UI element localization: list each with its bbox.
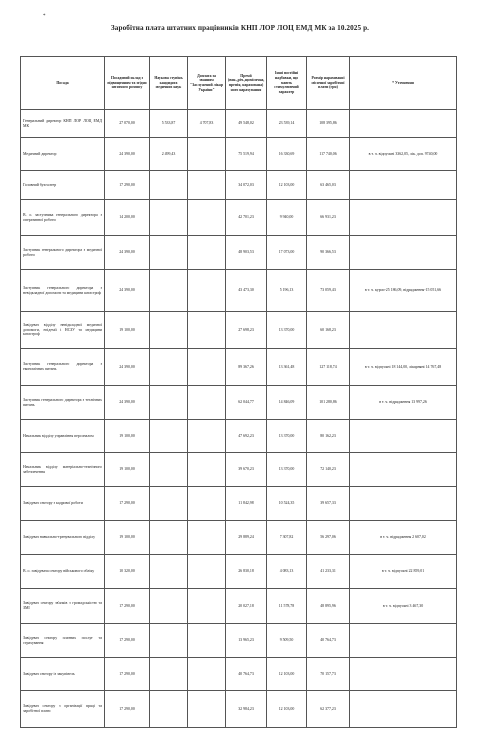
clarification-cell: в т. ч. курси-25 186,09, відрядження-15 051,66 [350,270,457,312]
header-honored-title: Доплата за званням "Заслужений лікар України" [188,57,226,110]
table-row [21,453,457,487]
clarification-cell [350,453,457,487]
document-title: Заробітна плата штатних працівників КНП ЛОР ЛОЦ ЕМД МК за 10.2025 р. [110,24,370,32]
other-allowances-cell: 9 940,00 [267,200,307,236]
other-allowances-cell: 12 103,00 [267,691,307,728]
bonuses-cell: 89 367,26 [226,349,267,386]
base-salary-cell: 24 390,00 [105,349,150,386]
other-allowances-cell: 13 370,00 [267,312,307,349]
clarification-cell: в т. ч. відпускні 3362,05, лік. доп. 9740,00 [350,138,457,171]
table-row [21,487,457,521]
position-cell: Завідувач сектору зв'язків з громадськістю та ЗМІ [21,589,105,624]
base-salary-cell: 24 390,00 [105,386,150,420]
position-cell: Завідувач сектору платних послуг та страхування [21,624,105,658]
table-row [21,236,457,270]
academic-degree-cell: 2 499,43 [150,138,188,171]
position-cell: В. о. завідувача сектору військового обліку [21,555,105,589]
other-allowances-cell: 5 196,13 [267,270,307,312]
total-salary-cell: 62 377,23 [307,691,350,728]
total-salary-cell: 101 280,86 [307,386,350,420]
academic-degree-cell [150,270,188,312]
header-base-salary: Посадовий оклад з підвищенням та згідно штатного розпису [105,57,150,110]
header-academic-degree: Наукова ступінь кандидата медичних наук [150,57,188,110]
bonuses-cell: 20 027,18 [226,589,267,624]
other-allowances-cell: 17 073,00 [267,236,307,270]
position-cell: Начальник відділу матеріально-технічного забезпечення [21,453,105,487]
bonuses-cell: 42 701,23 [226,200,267,236]
academic-degree-cell [150,555,188,589]
position-cell: Заступник генерального директора з невідкладної допомоги та медицини катастроф [21,270,105,312]
bonuses-cell: 49 548,02 [226,110,267,138]
other-allowances-cell: 13 370,00 [267,453,307,487]
clarification-cell: в т. ч. відпускні 18 144,00, лікарняні 14 767,48 [350,349,457,386]
base-salary-cell: 17 290,00 [105,624,150,658]
other-allowances-cell: 10 524,35 [267,487,307,521]
base-salary-cell: 17 290,00 [105,691,150,728]
honored-title-cell [188,589,226,624]
honored-title-cell [188,270,226,312]
other-allowances-cell: 11 578,78 [267,589,307,624]
position-cell: Завідувач навчально-тренувального відділу [21,521,105,555]
clarification-cell: в т. ч. відпускні 22 859,01 [350,555,457,589]
bonuses-cell: 26 830,18 [226,555,267,589]
honored-title-cell [188,521,226,555]
base-salary-cell: 17 290,00 [105,658,150,691]
other-allowances-cell: 13 370,00 [267,420,307,453]
bonuses-cell: 11 842,98 [226,487,267,521]
header-other-allowances: Інші постійні надбавки, що мають стимулюючий характер [267,57,307,110]
other-allowances-cell: 12 103,00 [267,658,307,691]
academic-degree-cell [150,691,188,728]
clarification-cell [350,312,457,349]
header-total-salary: Розмір нарахованої місячної заробітної плати (грн) [307,57,350,110]
other-allowances-cell: 9 509,50 [267,624,307,658]
base-salary-cell: 24 390,00 [105,270,150,312]
academic-degree-cell [150,236,188,270]
total-salary-cell: 56 297,06 [307,521,350,555]
table-header-row [21,57,457,110]
salary-table [20,56,457,728]
table-row [21,386,457,420]
honored-title-cell [188,420,226,453]
header-bonuses: Премії (вик.,річ.,щомісячна, премія, нарахована) ного нарахування [226,57,267,110]
base-salary-cell: 24 390,00 [105,138,150,171]
table-row [21,270,457,312]
total-salary-cell: 70 157,73 [307,658,350,691]
clarification-cell: в т. ч. відпускні 3 467,30 [350,589,457,624]
base-salary-cell: 17 290,00 [105,589,150,624]
base-salary-cell: 10 320,00 [105,555,150,589]
table-row [21,200,457,236]
honored-title-cell: 4 707,83 [188,110,226,138]
position-cell: Завідувач сектору з організації праці та заробітної плати [21,691,105,728]
position-cell: Заступник генерального директора з економічних питань [21,349,105,386]
clarification-cell [350,110,457,138]
other-allowances-cell: 12 103,00 [267,171,307,200]
other-allowances-cell: 13 361,48 [267,349,307,386]
position-cell: Головний бухгалтер [21,171,105,200]
position-cell: Завідувач сектору із закупівель [21,658,105,691]
honored-title-cell [188,200,226,236]
bonuses-cell: 27 698,23 [226,312,267,349]
position-cell: Завідувач відділу невідкладної медичної допомоги, епідемії і НСЗУ та медицини катастроф [21,312,105,349]
table-row [21,555,457,589]
base-salary-cell: 24 390,00 [105,236,150,270]
honored-title-cell [188,691,226,728]
total-salary-cell: 80 162,23 [307,420,350,453]
table-row [21,420,457,453]
total-salary-cell: 127 118,74 [307,349,350,386]
total-salary-cell: 41 233,31 [307,555,350,589]
base-salary-cell: 14 200,00 [105,200,150,236]
clarification-cell [350,487,457,521]
honored-title-cell [188,487,226,521]
honored-title-cell [188,624,226,658]
table-row [21,312,457,349]
total-salary-cell: 90 366,53 [307,236,350,270]
academic-degree-cell [150,386,188,420]
academic-degree-cell: 5 533,87 [150,110,188,138]
clarification-cell [350,624,457,658]
clarification-cell [350,658,457,691]
position-cell: Заступник генерального директора з медичної роботи [21,236,105,270]
honored-title-cell [188,555,226,589]
position-cell: Заступник генерального директора з технічних питань [21,386,105,420]
academic-degree-cell [150,200,188,236]
bonuses-cell: 47 692,23 [226,420,267,453]
footnote-star: * [43,14,46,19]
table-row [21,349,457,386]
academic-degree-cell [150,521,188,555]
other-allowances-cell: 14 846,09 [267,386,307,420]
academic-degree-cell [150,589,188,624]
honored-title-cell [188,312,226,349]
total-salary-cell: 72 140,23 [307,453,350,487]
other-allowances-cell: 4 083,13 [267,555,307,589]
honored-title-cell [188,138,226,171]
clarification-cell [350,200,457,236]
table-row [21,658,457,691]
other-allowances-cell: 7 307,82 [267,521,307,555]
clarification-cell [350,171,457,200]
table-row [21,691,457,728]
other-allowances-cell: 16 330,69 [267,138,307,171]
position-cell: Генеральний директор КНП ЛОР ЛОЦ ЕМД МК [21,110,105,138]
bonuses-cell: 32 984,23 [226,691,267,728]
header-clarification: * Уточнення [350,57,457,110]
position-cell: В. о. заступника генерального директора з оперативної роботи [21,200,105,236]
position-cell: Начальник відділу управління персоналом [21,420,105,453]
position-cell: Медичний директор [21,138,105,171]
table-row [21,171,457,200]
bonuses-cell: 13 965,23 [226,624,267,658]
base-salary-cell: 19 100,00 [105,453,150,487]
bonuses-cell: 43 473,30 [226,270,267,312]
honored-title-cell [188,453,226,487]
clarification-cell [350,691,457,728]
total-salary-cell: 40 764,73 [307,624,350,658]
clarification-cell: в т. ч. відрядження 2 607,02 [350,521,457,555]
position-cell: Завідувач сектору з кадрової роботи [21,487,105,521]
academic-degree-cell [150,487,188,521]
total-salary-cell: 39 657,33 [307,487,350,521]
academic-degree-cell [150,171,188,200]
honored-title-cell [188,171,226,200]
total-salary-cell: 66 931,23 [307,200,350,236]
total-salary-cell: 63 465,03 [307,171,350,200]
clarification-cell: в т. ч. відрядження 13 997,26 [350,386,457,420]
table-row [21,110,457,138]
table-row [21,521,457,555]
bonuses-cell: 29 889,24 [226,521,267,555]
honored-title-cell [188,236,226,270]
bonuses-cell: 40 764,73 [226,658,267,691]
academic-degree-cell [150,420,188,453]
bonuses-cell: 39 670,23 [226,453,267,487]
other-allowances-cell: 23 539,14 [267,110,307,138]
academic-degree-cell [150,312,188,349]
table-row [21,589,457,624]
bonuses-cell: 62 044,77 [226,386,267,420]
total-salary-cell: 117 740,06 [307,138,350,171]
academic-degree-cell [150,349,188,386]
total-salary-cell: 108 395,86 [307,110,350,138]
total-salary-cell: 60 168,23 [307,312,350,349]
clarification-cell [350,420,457,453]
base-salary-cell: 17 290,00 [105,487,150,521]
table-row [21,624,457,658]
base-salary-cell: 27 070,00 [105,110,150,138]
base-salary-cell: 17 290,00 [105,171,150,200]
honored-title-cell [188,386,226,420]
bonuses-cell: 34 072,03 [226,171,267,200]
clarification-cell [350,236,457,270]
header-position: Посада [21,57,105,110]
base-salary-cell: 19 100,00 [105,420,150,453]
academic-degree-cell [150,624,188,658]
academic-degree-cell [150,453,188,487]
base-salary-cell: 19 100,00 [105,521,150,555]
base-salary-cell: 19 100,00 [105,312,150,349]
bonuses-cell: 48 903,53 [226,236,267,270]
bonuses-cell: 75 519,94 [226,138,267,171]
table-row [21,138,457,171]
total-salary-cell: 48 895,96 [307,589,350,624]
total-salary-cell: 73 059,43 [307,270,350,312]
honored-title-cell [188,349,226,386]
honored-title-cell [188,658,226,691]
academic-degree-cell [150,658,188,691]
